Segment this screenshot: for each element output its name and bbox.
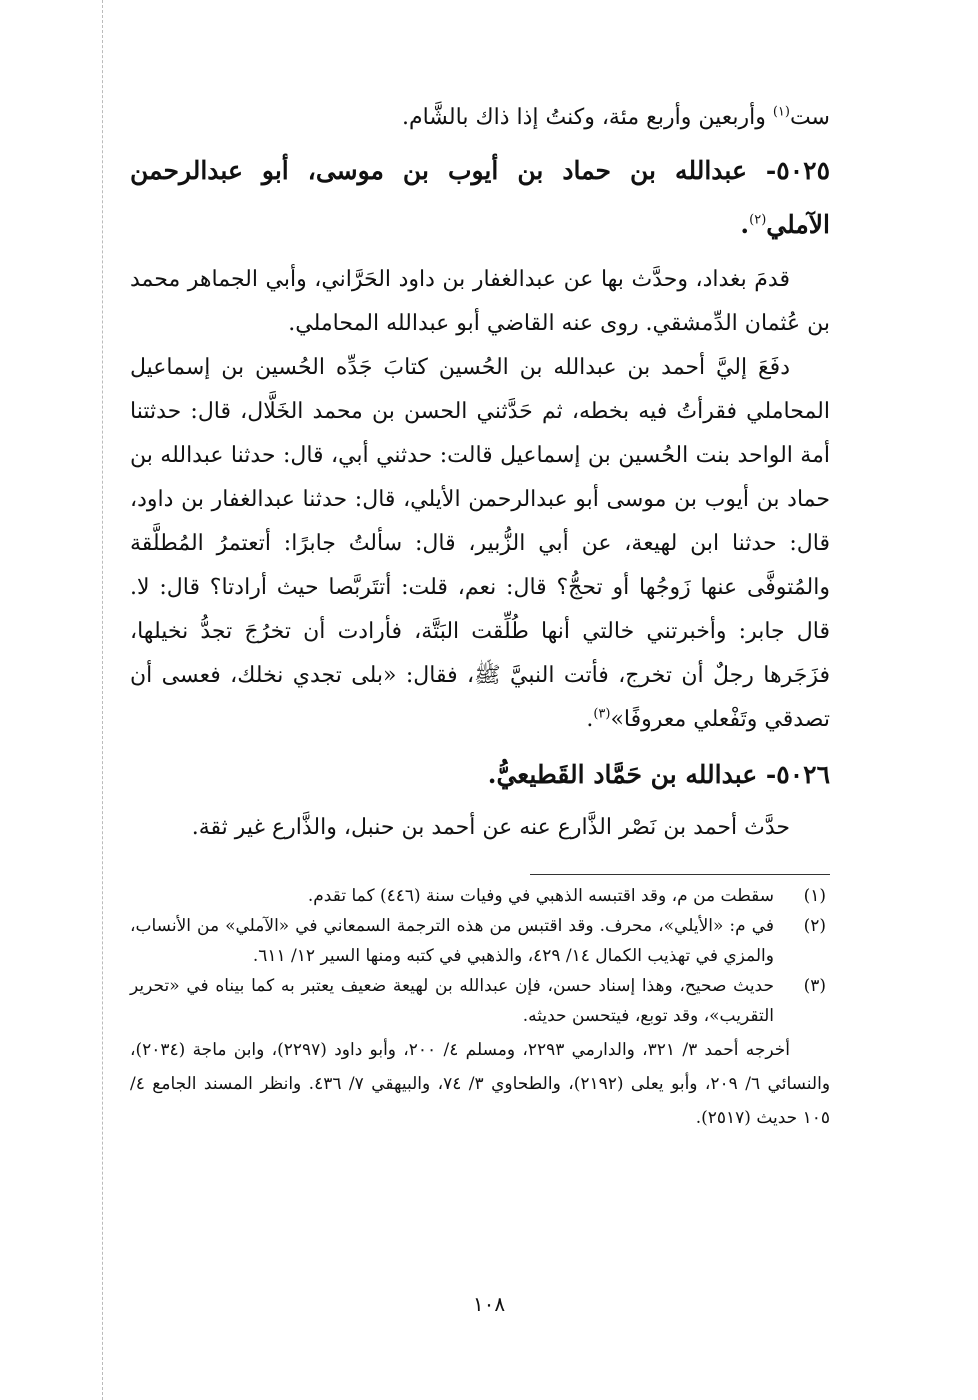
footnote-ref-1: (١) [772,104,790,120]
entry-5025-hadith: دفَعَ إليَّ أحمد بن عبدالله بن الحُسين كتابَ جَدِّه الحُسين بن إسماعيل المحاملي فقرأتُ فيه بخطه، ثم حَدَّثني الحسن بن محمد الخَلَّال، قال: حدثتنا أمة الواحد بنت الحُسين بن إسماعيل قالت: حدثني أبي، قال: حدثنا عبدالله بن حماد بن أيوب بن موسى أبو عبدالرحمن الأيلي، قال: حدثنا عبدالغفار بن داود، قال: حدثنا ابن لهيعة، عن أبي الزُّبير، قال: سألتُ جابرًا: أتعتمرُ المُطلَّقة والمُتوفَّى عنها زَوجُها أو تحجُّ؟ قال: نعم، قلت: أتتَربَّصا حيث أرادتا؟ قال: لا. قال جابر: وأخبرتني خالتي أنها طُلِّقت البَتَّة، فأرادت أن تخرُجَ تجدُّ نخيلها، فزَجَرها رجلٌ أن تخرج، فأتت النبيَّ ﷺ، فقال: «بلى تجدي نخلك، فعسى أن تصدقي وتَفْعلي معروفًا» [130,355,830,732]
entry-5025-heading: ٥٠٢٥- عبدالله بن حماد بن أيوب بن موسى، أبو عبدالرحمن الآملي$^{(٢)}$. [130,156,830,239]
entry-5025-paragraph-1: قدمَ بغداد، وحدَّث بها عن عبدالغفار بن داود الحَرَّاني، وأبي الجماهر محمد بن عُثمان الدِّمشقي. روى عنه القاضي أبو عبدالله المحاملي. [130,267,830,336]
footnote-text: حديث صحيح، وهذا إسناد حسن، فإن عبدالله بن لهيعة ضعيف يعتبر به كما بيناه في «تحرير التقريب»، وقد توبع، فيتحسن حديثه. [130,976,774,1026]
footnote-text: سقطت من م، وقد اقتبسه الذهبي في وفيات سنة (٤٤٦) كما تقدم. [307,886,774,906]
book-page [130,80,830,1135]
entry-5025-title: ٥٠٢٥- عبدالله بن حماد بن أيوب بن موسى، أبو عبدالرحمن الآملي [130,156,830,239]
footnote-text: في م: «الأيلي»، محرف. وقد اقتبس من هذه الترجمة السمعاني في «الآملي» من الأنساب، والمزي في تهذيب الكمال ١٤/ ٤٢٩، والذهبي في كتبه ومنها السير ١٢/ ٦١١. [130,916,774,966]
footnote-number: (٢) [803,916,826,936]
page-edge [102,0,103,1400]
footnote-separator [530,874,830,875]
footnote-3-continuation: أخرجه أحمد ٣/ ٣٢١، والدارمي ٢٢٩٣، ومسلم ٤/ ٢٠٠، وأبو داود (٢٢٩٧)، وابن ماجة (٢٠٣٤)، والنسائي ٦/ ٢٠٩، وأبو يعلى (٢١٩٢)، والطحاوي ٣/ ٧٤، والبيهقي ٧/ ٤٣٦. وانظر المسند الجامع ٤/ ١٠٥ حديث (٢٥١٧). [130,1040,831,1128]
entry-5026-heading: ٥٠٢٦- عبدالله بن حَمَّاد القَطيعيُّ. [487,760,830,789]
footnote-number: (٣) [803,976,826,996]
continuation-line [130,98,830,138]
footnote-ref-3: (٣) [593,706,611,722]
footnote-2 [130,911,830,971]
footnote-3 [130,971,830,1031]
footnotes [130,881,830,1135]
continuation-text: ست [789,105,830,130]
footnote-1 [130,881,830,911]
entry-5025-paragraph-2: دفَعَ إليَّ أحمد بن عبدالله بن الحُسين كتابَ جَدِّه الحُسين بن إسماعيل المحاملي فقرأتُ فيه بخطه، ثم حَدَّثني الحسن بن محمد الخَلَّال، قال: حدثتنا أمة الواحد بنت الحُسين بن إسماعيل قالت: حدثني أبي، قال: حدثنا عبدالله بن حماد بن أيوب بن موسى أبو عبدالرحمن الأيلي، قال: حدثنا عبدالغفار بن داود، قال: حدثنا ابن لهيعة، عن أبي الزُّبير، قال: سألتُ جابرًا: أتعتمرُ المُطلَّقة والمُتوفَّى عنها زَوجُها أو تحجُّ؟ قال: نعم، قلت: أتتَربَّصا حيث أرادتا؟ قال: لا. قال جابر: وأخبرتني خالتي أنها طُلِّقت البَتَّة، فأرادت أن تخرُجَ تجدُّ نخيلها، فزَجَرها رجلٌ أن تخرج، فأتت النبيَّ ﷺ، فقال: «بلى تجدي نخلك، فعسى أن تصدقي وتَفْعلي معروفًا»$^{(٣)}$. [130,355,830,732]
page-number: ١٠٨ [472,1292,506,1316]
footnote-number: (١) [803,886,826,906]
footnote-ref-2: (٢) [749,212,767,228]
continuation-text-2: وأربعين وأربع مئة، وكنتُ إذا ذاك بالشَّام. [401,105,773,130]
entry-5026-paragraph-1: حدَّث أحمد بن نَصْر الذَّارع عنه عن أحمد بن حنبل، والذَّارع غير ثقة. [191,815,790,840]
